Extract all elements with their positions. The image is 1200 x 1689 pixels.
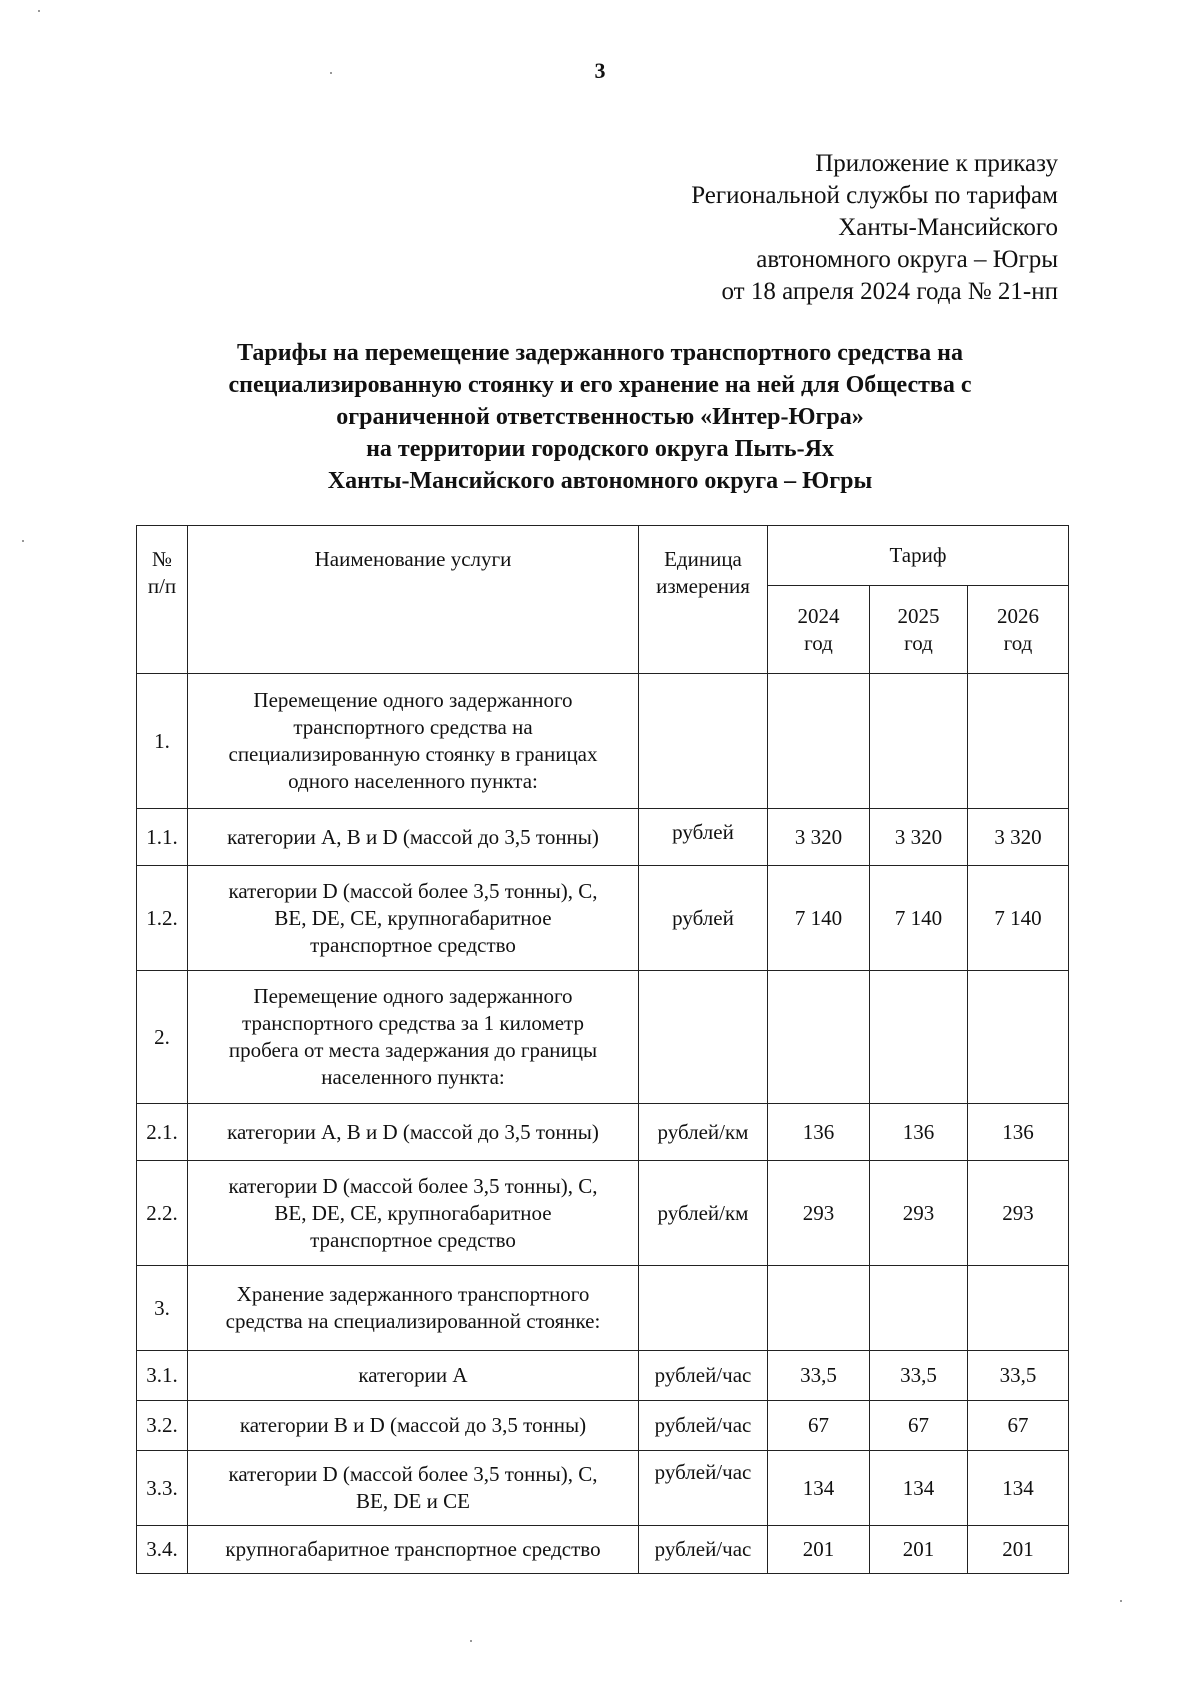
tariff-2024-cell: 33,5 <box>768 1351 870 1401</box>
table-row <box>137 971 1069 1104</box>
service-name <box>188 1526 639 1574</box>
service-name-line: населенного пункта: <box>321 1065 505 1089</box>
tariff-2026-cell: 3 320 <box>968 809 1069 866</box>
service-name-line: категории A <box>358 1363 468 1387</box>
table-row <box>137 1401 1069 1451</box>
appendix-line: Ханты-Мансийского <box>838 214 1058 241</box>
tariff-2024-cell <box>768 1266 870 1351</box>
service-name-line: транспортное средство <box>310 932 516 957</box>
service-name-line: транспортное средство <box>310 1227 516 1252</box>
scan-speck <box>22 540 24 542</box>
tariff-2026-cell: 33,5 <box>968 1351 1069 1401</box>
service-name-line: категории D (массой более 3,5 тонны), C, <box>228 878 598 903</box>
table-row <box>137 866 1069 971</box>
service-name-line: пробега от места задержания до границы <box>228 1038 598 1062</box>
unit-cell <box>639 971 768 1104</box>
tariff-2024-cell <box>768 674 870 809</box>
header-number: № п/п <box>137 526 188 674</box>
service-name-line: средства на специализированной стоянке: <box>225 1309 601 1333</box>
header-year-2025: 2025 год <box>870 586 968 674</box>
table-row <box>137 1451 1069 1526</box>
tariff-2025-cell: 7 140 <box>870 866 968 971</box>
unit-cell <box>639 1266 768 1351</box>
unit-cell: рублей/час <box>639 1526 768 1574</box>
service-name-line: BE, DE, CE, крупногабаритное <box>274 905 552 930</box>
tariff-2024-cell: 134 <box>768 1451 870 1526</box>
scan-speck <box>1120 1600 1122 1602</box>
unit-cell: рублей/час <box>639 1351 768 1401</box>
tariff-2024-cell: 3 320 <box>768 809 870 866</box>
service-name-line: BE, DE, CE, крупногабаритное <box>274 1200 552 1225</box>
scan-speck <box>330 72 332 74</box>
header-year-2024: 2024 год <box>768 586 870 674</box>
service-name-line: транспортного средства на <box>293 715 533 739</box>
tariff-2024-cell: 67 <box>768 1401 870 1451</box>
unit-cell: рублей/час <box>639 1451 768 1526</box>
title-line: на территории городского округа Пыть-Ях <box>366 436 834 462</box>
appendix-line: Приложение к приказу <box>815 150 1058 177</box>
unit-cell: рублей/км <box>639 1104 768 1161</box>
tariff-2026-cell <box>968 674 1069 809</box>
table-body <box>137 674 1069 1574</box>
row-number: 3.3. <box>137 1451 188 1526</box>
header-tariff: Тариф <box>768 526 1069 586</box>
unit-cell: рублей <box>639 866 768 971</box>
tariff-2026-cell: 293 <box>968 1161 1069 1266</box>
tariff-2026-cell: 134 <box>968 1451 1069 1526</box>
title-line: Тарифы на перемещение задержанного транспортного средства на <box>237 340 963 366</box>
service-name-line: транспортного средства за 1 километр <box>242 1011 584 1035</box>
table-row <box>137 1526 1069 1574</box>
tariff-2025-cell <box>870 971 968 1104</box>
tariff-2024-cell: 136 <box>768 1104 870 1161</box>
tariff-2026-cell <box>968 971 1069 1104</box>
service-name-line: Хранение задержанного транспортного <box>236 1282 590 1306</box>
header-service: Наименование услуги <box>188 526 639 674</box>
table-row <box>137 674 1069 809</box>
tariff-2026-cell: 7 140 <box>968 866 1069 971</box>
tariff-2024-cell: 7 140 <box>768 866 870 971</box>
table-row <box>137 1351 1069 1401</box>
service-name-line: категории A, B и D (массой до 3,5 тонны) <box>227 1119 599 1144</box>
tariff-2025-cell: 3 320 <box>870 809 968 866</box>
table-row <box>137 1161 1069 1266</box>
service-name <box>188 1351 639 1401</box>
service-name-line: категории D (массой более 3,5 тонны), C, <box>228 1173 598 1198</box>
row-number: 3. <box>137 1266 188 1351</box>
service-name-line: крупногабаритное транспортное средство <box>225 1537 601 1561</box>
section-title <box>188 971 639 1104</box>
service-name <box>188 1104 639 1161</box>
row-number: 1.2. <box>137 866 188 971</box>
tariff-2026-cell <box>968 1266 1069 1351</box>
row-number: 2. <box>137 971 188 1104</box>
unit-cell: рублей <box>639 809 768 866</box>
row-number: 2.2. <box>137 1161 188 1266</box>
tariff-2026-cell: 201 <box>968 1526 1069 1574</box>
unit-cell <box>639 674 768 809</box>
page-number: 3 <box>594 58 606 83</box>
unit-cell: рублей/км <box>639 1161 768 1266</box>
scan-speck <box>38 10 40 12</box>
service-name-line: Перемещение одного задержанного <box>253 984 573 1008</box>
service-name-line: BE, DE и CE <box>356 1489 470 1513</box>
service-name-line: категории A, B и D (массой до 3,5 тонны) <box>227 824 599 849</box>
tariff-2025-cell: 134 <box>870 1451 968 1526</box>
row-number: 3.4. <box>137 1526 188 1574</box>
service-name <box>188 1451 639 1526</box>
appendix-line: Региональной службы по тарифам <box>691 182 1058 209</box>
appendix-line: автономного округа – Югры <box>756 246 1058 273</box>
row-number: 1. <box>137 674 188 809</box>
table-row <box>137 1266 1069 1351</box>
row-number: 1.1. <box>137 809 188 866</box>
tariff-2024-cell: 201 <box>768 1526 870 1574</box>
row-number: 3.1. <box>137 1351 188 1401</box>
document-title <box>120 337 1080 497</box>
tariff-2025-cell: 67 <box>870 1401 968 1451</box>
service-name-line: специализированную стоянку в границах <box>228 742 598 766</box>
header-year-2026: 2026 год <box>968 586 1069 674</box>
tariff-2024-cell <box>768 971 870 1104</box>
table-row <box>137 1104 1069 1161</box>
service-name-line: одного населенного пункта: <box>288 769 538 793</box>
tariff-table <box>136 525 1069 1574</box>
tariff-2025-cell <box>870 674 968 809</box>
tariff-2025-cell: 33,5 <box>870 1351 968 1401</box>
header-unit: Единица измерения <box>639 526 768 674</box>
scan-speck <box>470 1640 472 1642</box>
tariff-2024-cell: 293 <box>768 1161 870 1266</box>
row-number: 2.1. <box>137 1104 188 1161</box>
section-title <box>188 674 639 809</box>
service-name-line: категории B и D (массой до 3,5 тонны) <box>239 1413 587 1437</box>
service-name <box>188 866 639 971</box>
tariff-2026-cell: 67 <box>968 1401 1069 1451</box>
title-line: ограниченной ответственностью «Интер-Югра» <box>336 404 864 430</box>
service-name-line: категории D (массой более 3,5 тонны), C, <box>228 1462 598 1486</box>
title-line: Ханты-Мансийского автономного округа – Югры <box>327 468 873 494</box>
tariff-2026-cell: 136 <box>968 1104 1069 1161</box>
tariff-2025-cell: 293 <box>870 1161 968 1266</box>
row-number: 3.2. <box>137 1401 188 1451</box>
service-name <box>188 809 639 866</box>
service-name <box>188 1161 639 1266</box>
service-name <box>188 1401 639 1451</box>
tariff-2025-cell: 136 <box>870 1104 968 1161</box>
tariff-2025-cell: 201 <box>870 1526 968 1574</box>
section-title <box>188 1266 639 1351</box>
service-name-line: Перемещение одного задержанного <box>253 688 573 712</box>
appendix-block <box>538 148 1058 308</box>
unit-cell: рублей/час <box>639 1401 768 1451</box>
title-line: специализированную стоянку и его хранение на ней для Общества с <box>228 372 972 398</box>
tariff-2025-cell <box>870 1266 968 1351</box>
appendix-line: от 18 апреля 2024 года № 21-нп <box>721 278 1058 305</box>
table-row <box>137 809 1069 866</box>
